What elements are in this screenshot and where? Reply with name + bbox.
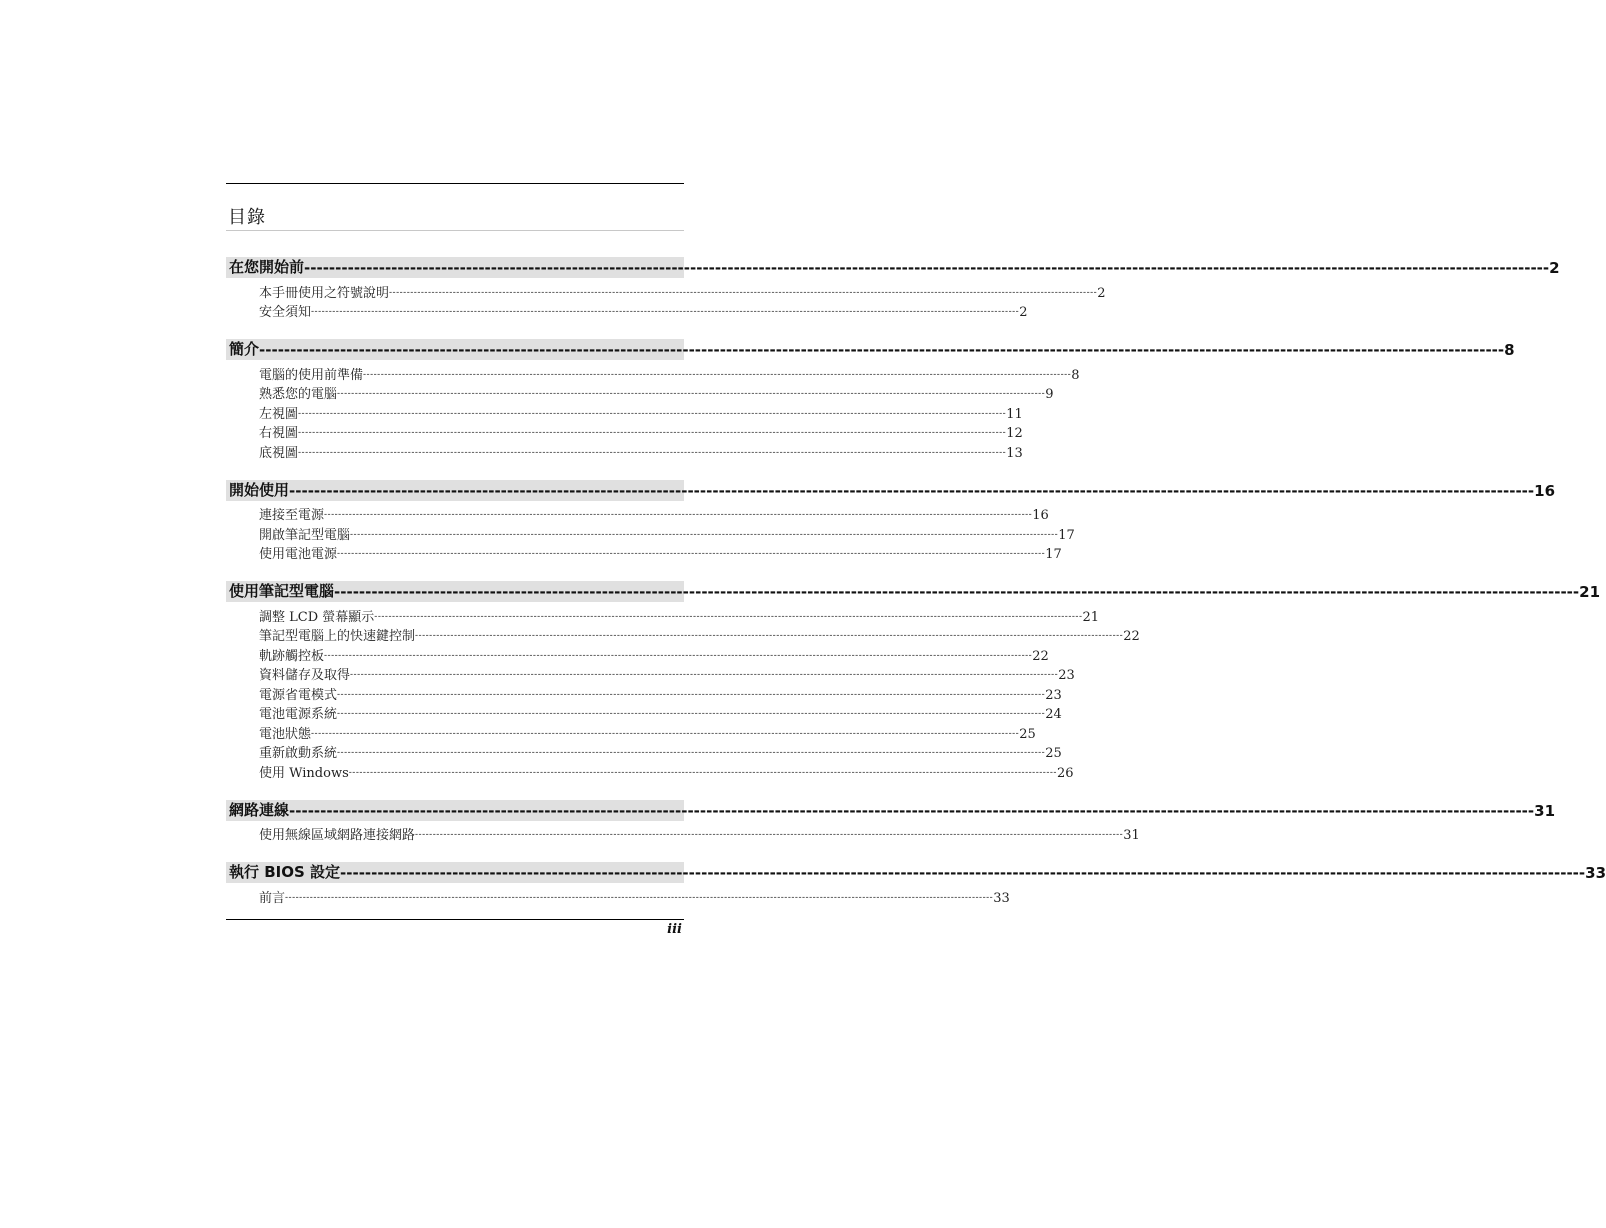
entry-page-number: 22 xyxy=(1123,629,1140,644)
toc-entry[interactable] xyxy=(226,664,1075,684)
entry-title: 使用 Windows xyxy=(259,765,349,781)
entry-title: 調整 LCD 螢幕顯示 xyxy=(259,609,375,625)
entry-title: 本手冊使用之符號說明 xyxy=(259,285,390,301)
dot-leader: -------------------------------------------------------------------------------------------------------------------------------------------------------------------------------------------------------- xyxy=(337,689,1046,700)
toc-entry[interactable] xyxy=(226,761,1074,781)
toc-title: 目錄 xyxy=(228,207,266,228)
toc-entry[interactable] xyxy=(226,605,1100,625)
entry-title: 使用無線區域網路連接網路 xyxy=(259,828,416,843)
dot-leader: -------------------------------------------------------------------------------------------------------------------------------------------------------------------------------------------------------- xyxy=(374,611,1083,622)
toc-entry[interactable] xyxy=(226,281,1106,301)
entry-title: 使用電池電源 xyxy=(259,547,338,562)
toc-entry[interactable] xyxy=(226,441,1023,461)
toc-entry[interactable] xyxy=(226,383,1054,403)
toc-section xyxy=(226,257,1560,320)
dot-leader: -------------------------------------------------------------------------------------------------------------------------------------------------------------------------------------------------------- xyxy=(350,670,1059,680)
toc-entry[interactable] xyxy=(226,722,1036,742)
entry-title: 筆記型電腦上的快速鍵控制 xyxy=(259,629,416,644)
dot-leader: -------------------------------------------------------------------------------------------------------------------------------------------------------------------------------------------------------- xyxy=(389,287,1098,298)
toc-entry[interactable] xyxy=(226,742,1062,762)
section-title: 簡介 xyxy=(229,340,260,358)
dot-leader: -------------------------------------------------------------------------------------------------------------------------------------------------------------------------------------------------------- xyxy=(324,650,1033,661)
dot-leader: -------------------------------------------------------------------------------------------------------------------------------------------------------------------------------------------------------- xyxy=(285,892,994,903)
toc-entry[interactable] xyxy=(226,402,1023,422)
toc-entry[interactable] xyxy=(226,625,1140,645)
entry-page-number: 13 xyxy=(1006,445,1023,461)
toc-section xyxy=(226,862,1606,906)
dot-leader: -------------------------------------------------------------------------------------------------------------------------------------------------------------------------------------------------------- xyxy=(259,341,1505,359)
section-heading[interactable] xyxy=(226,862,1606,883)
section-title: 網路連線 xyxy=(229,800,290,819)
section-page-number: 8 xyxy=(1504,341,1515,359)
dot-leader: -------------------------------------------------------------------------------------------------------------------------------------------------------------------------------------------------------- xyxy=(415,631,1124,641)
toc-section xyxy=(226,581,1601,781)
dot-leader: -------------------------------------------------------------------------------------------------------------------------------------------------------------------------------------------------------- xyxy=(298,447,1007,458)
table-of-contents xyxy=(226,257,1606,925)
section-title: 執行 BIOS 設定 xyxy=(229,863,341,881)
entry-title: 底視圖 xyxy=(259,445,299,461)
entry-page-number: 31 xyxy=(1123,828,1140,843)
entry-page-number: 17 xyxy=(1045,547,1062,562)
toc-entry[interactable] xyxy=(226,644,1049,664)
entry-title: 重新啟動系統 xyxy=(259,746,338,761)
dot-leader: -------------------------------------------------------------------------------------------------------------------------------------------------------------------------------------------------------- xyxy=(334,583,1580,601)
toc-entry[interactable] xyxy=(226,422,1023,442)
dot-leader: -------------------------------------------------------------------------------------------------------------------------------------------------------------------------------------------------------- xyxy=(348,767,1057,778)
section-heading[interactable] xyxy=(226,257,1560,278)
dot-leader: -------------------------------------------------------------------------------------------------------------------------------------------------------------------------------------------------------- xyxy=(304,259,1550,277)
dot-leader: -------------------------------------------------------------------------------------------------------------------------------------------------------------------------------------------------------- xyxy=(337,389,1046,399)
dot-leader: -------------------------------------------------------------------------------------------------------------------------------------------------------------------------------------------------------- xyxy=(337,709,1046,719)
entry-title: 電池電源系統 xyxy=(259,707,338,722)
entry-page-number: 23 xyxy=(1058,668,1075,683)
dot-leader: -------------------------------------------------------------------------------------------------------------------------------------------------------------------------------------------------------- xyxy=(350,529,1059,540)
entry-title: 軌跡觸控板 xyxy=(259,648,325,664)
entry-page-number: 23 xyxy=(1045,687,1062,703)
title-rule xyxy=(226,230,684,231)
entry-title: 安全須知 xyxy=(259,305,312,320)
dot-leader: -------------------------------------------------------------------------------------------------------------------------------------------------------------------------------------------------------- xyxy=(298,408,1007,419)
section-page-number: 21 xyxy=(1579,583,1601,601)
toc-section xyxy=(226,480,1556,563)
section-page-number: 2 xyxy=(1549,259,1560,277)
toc-entry[interactable] xyxy=(226,504,1049,524)
entry-title: 前言 xyxy=(259,890,286,906)
toc-entry[interactable] xyxy=(226,523,1075,543)
page-number: iii xyxy=(667,922,682,937)
section-heading[interactable] xyxy=(226,800,1556,821)
document-page xyxy=(226,0,1606,1228)
entry-page-number: 26 xyxy=(1056,765,1074,781)
entry-page-number: 24 xyxy=(1045,707,1062,722)
entry-title: 左視圖 xyxy=(259,406,299,422)
entry-page-number: 25 xyxy=(1019,726,1036,742)
bottom-rule xyxy=(226,919,684,920)
section-page-number: 16 xyxy=(1534,481,1556,500)
toc-entry[interactable] xyxy=(226,363,1080,383)
toc-entry[interactable] xyxy=(226,886,1010,906)
entry-title: 電腦的使用前準備 xyxy=(259,367,364,383)
entry-title: 連接至電源 xyxy=(259,508,325,523)
entry-page-number: 17 xyxy=(1058,527,1075,543)
entry-title: 右視圖 xyxy=(259,426,299,441)
dot-leader: -------------------------------------------------------------------------------------------------------------------------------------------------------------------------------------------------------- xyxy=(289,481,1535,500)
entry-page-number: 9 xyxy=(1045,387,1054,402)
entry-page-number: 11 xyxy=(1006,406,1023,422)
section-heading[interactable] xyxy=(226,339,1515,360)
toc-section xyxy=(226,800,1556,844)
entry-title: 資料儲存及取得 xyxy=(259,668,351,683)
dot-leader: -------------------------------------------------------------------------------------------------------------------------------------------------------------------------------------------------------- xyxy=(311,728,1020,739)
dot-leader: -------------------------------------------------------------------------------------------------------------------------------------------------------------------------------------------------------- xyxy=(337,748,1046,758)
entry-page-number: 33 xyxy=(993,890,1010,906)
dot-leader: -------------------------------------------------------------------------------------------------------------------------------------------------------------------------------------------------------- xyxy=(289,801,1535,820)
dot-leader: -------------------------------------------------------------------------------------------------------------------------------------------------------------------------------------------------------- xyxy=(311,307,1020,317)
dot-leader: -------------------------------------------------------------------------------------------------------------------------------------------------------------------------------------------------------- xyxy=(298,428,1007,438)
dot-leader: -------------------------------------------------------------------------------------------------------------------------------------------------------------------------------------------------------- xyxy=(337,549,1046,559)
entry-title: 熟悉您的電腦 xyxy=(259,387,338,402)
section-title: 使用筆記型電腦 xyxy=(229,582,335,600)
entry-page-number: 8 xyxy=(1071,367,1080,383)
entry-title: 開啟筆記型電腦 xyxy=(259,527,351,543)
section-page-number: 31 xyxy=(1534,801,1556,820)
toc-entry[interactable] xyxy=(226,683,1062,703)
section-heading[interactable] xyxy=(226,480,1556,501)
entry-page-number: 2 xyxy=(1097,285,1106,301)
entry-page-number: 25 xyxy=(1045,746,1062,761)
toc-entry[interactable] xyxy=(226,824,1140,844)
entry-page-number: 22 xyxy=(1032,648,1049,664)
toc-entry[interactable] xyxy=(226,543,1062,563)
entry-title: 電源省電模式 xyxy=(259,687,338,703)
toc-entry[interactable] xyxy=(226,301,1028,321)
dot-leader: -------------------------------------------------------------------------------------------------------------------------------------------------------------------------------------------------------- xyxy=(324,510,1033,520)
dot-leader: -------------------------------------------------------------------------------------------------------------------------------------------------------------------------------------------------------- xyxy=(340,864,1586,882)
dot-leader: -------------------------------------------------------------------------------------------------------------------------------------------------------------------------------------------------------- xyxy=(363,369,1072,380)
section-heading[interactable] xyxy=(226,581,1601,602)
section-title: 開始使用 xyxy=(229,480,290,499)
section-title: 在您開始前 xyxy=(229,258,305,276)
section-page-number: 33 xyxy=(1585,864,1606,882)
entry-title: 電池狀態 xyxy=(259,726,312,742)
entry-page-number: 21 xyxy=(1082,609,1100,625)
toc-section xyxy=(226,339,1515,461)
entry-page-number: 12 xyxy=(1006,426,1023,441)
top-rule xyxy=(226,183,684,184)
entry-page-number: 2 xyxy=(1019,305,1028,320)
toc-entry[interactable] xyxy=(226,703,1062,723)
entry-page-number: 16 xyxy=(1032,508,1049,523)
dot-leader: -------------------------------------------------------------------------------------------------------------------------------------------------------------------------------------------------------- xyxy=(415,830,1124,840)
